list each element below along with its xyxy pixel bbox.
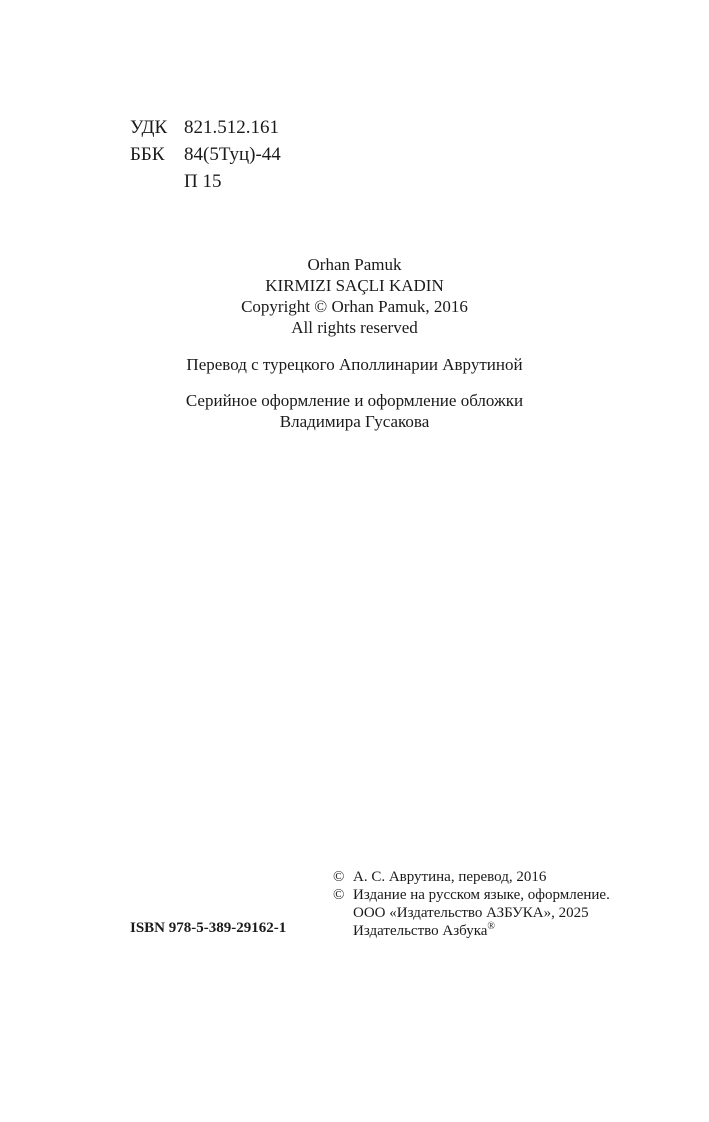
design-credit-line2: Владимира Гусакова [279,412,430,431]
translation-credit: Перевод с турецкого Аполлинарии Аврутиной [186,355,523,374]
original-copyright: Copyright © Orhan Pamuk, 2016 [241,297,468,316]
copyright-symbol: © [333,869,345,885]
udk-label: УДК [130,117,168,138]
bbk-value: 84(5Туц)-44 [184,144,281,165]
original-title: KIRMIZI SAÇLI KADIN [265,276,444,295]
author-mark-row [130,168,281,195]
original-author: Orhan Pamuk [307,255,402,274]
isbn: ISBN 978-5-389-29162-1 [130,920,287,936]
copyright-edition-text: Издание на русском языке, оформление. [353,887,610,903]
copyright-edition [333,886,610,904]
classification-block [130,114,281,195]
author-mark: П 15 [184,171,222,192]
rights-reserved: All rights reserved [291,318,418,337]
registered-mark: ® [487,921,496,932]
copyright-translation-text: А. С. Аврутина, перевод, 2016 [353,869,547,885]
publisher-line: ООО «Издательство АЗБУКА», 2025 [353,905,589,921]
translation-block [0,354,709,375]
bbk-row [130,141,281,168]
original-edition-block [0,254,709,338]
copyright-symbol: © [333,887,345,903]
publisher-brand: Издательство Азбука [353,923,488,939]
udk-row [130,114,281,141]
copyright-notices [333,868,610,940]
udk-value: 821.512.161 [184,117,279,138]
bbk-label: ББК [130,144,165,165]
publisher-brand-line [333,922,610,940]
design-credit-line1: Серийное оформление и оформление обложки [185,391,524,410]
copyright-translation [333,868,610,886]
design-block [0,390,709,432]
